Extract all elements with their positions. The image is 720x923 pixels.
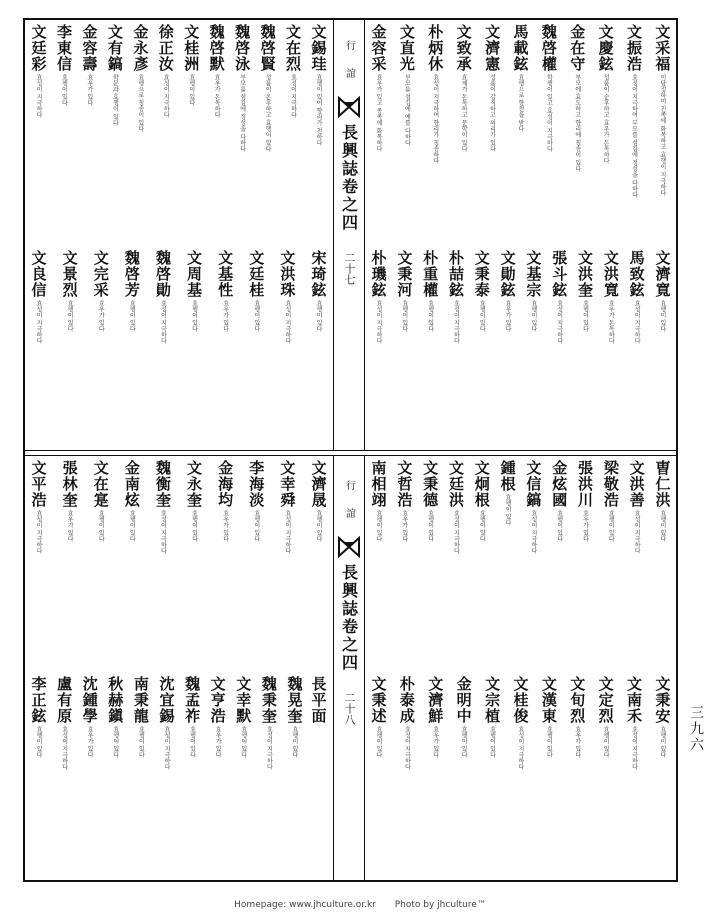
entry — [652, 250, 672, 332]
entry-text: 효우가 있다 — [221, 510, 229, 542]
entry-text: 효성이 지극하다 — [529, 510, 537, 554]
entry-name: 文秉安 — [653, 676, 672, 724]
entry-text: 효성이 지극하다 — [283, 300, 291, 344]
entry-name: 梁敬浩 — [601, 460, 620, 508]
entry-name: 魏啓默 — [207, 24, 226, 72]
entry-name: 文洪奎 — [576, 250, 594, 298]
horizontal-divider — [23, 450, 678, 451]
entry — [523, 250, 543, 332]
entry — [232, 24, 252, 152]
entry-text: 효행이 있다 — [239, 726, 247, 758]
entry-name: 文平浩 — [29, 460, 48, 508]
entry-name: 文振浩 — [625, 24, 644, 72]
entry-name: 南秉龍 — [131, 676, 150, 724]
entry — [104, 24, 124, 126]
entry-name: 文致承 — [454, 24, 473, 72]
entry-text: 효행이 있다 — [460, 726, 468, 758]
entry — [28, 676, 48, 758]
entry — [482, 676, 502, 758]
entry — [215, 250, 235, 332]
entry-name: 文永奎 — [185, 460, 204, 508]
entry-name: 文良信 — [29, 250, 48, 298]
entry-text: 효행이 있다 — [400, 300, 408, 332]
entry-text: 효행이 있다 — [504, 494, 512, 526]
entry-name: 文旬烈 — [568, 676, 587, 724]
entry-name: 金南炫 — [122, 460, 141, 508]
entry — [130, 676, 150, 758]
entry-name: 文景烈 — [60, 250, 79, 298]
entry — [595, 24, 615, 164]
entry — [184, 460, 204, 542]
entry — [575, 250, 595, 332]
entry-name: 沈鍾學 — [80, 676, 99, 724]
entry — [79, 24, 99, 106]
entry-text: 효행이 있다 — [252, 300, 260, 332]
entry-text: 효성이 지극하다 — [159, 300, 167, 344]
entry-name: 魏啓泳 — [233, 24, 252, 72]
entry — [497, 460, 517, 526]
entry — [453, 676, 473, 758]
entry — [624, 24, 644, 198]
entry-text: 효성이 지극하다 — [375, 300, 382, 344]
entry-text: 효성이 지극하여 향리가 칭송하다 — [431, 74, 439, 164]
entry — [246, 460, 266, 542]
entry — [28, 460, 48, 554]
entry-text: 효성이 지극하다 — [633, 510, 641, 554]
entry-text: 효행이 있다 — [478, 300, 486, 332]
entry-text: 부모를 섬김에 예를 다하다 — [403, 74, 411, 146]
entry — [624, 676, 644, 770]
entry — [453, 24, 473, 152]
entry — [28, 24, 48, 118]
entry-name: 文基宗 — [524, 250, 543, 298]
column-header: 行 — [343, 480, 355, 494]
entry-text: 효행이 있다 — [529, 300, 537, 332]
entry — [471, 250, 491, 332]
entry — [233, 676, 253, 758]
entry-name: 金在守 — [568, 24, 587, 72]
entry-text: 효행이 있다 — [658, 510, 666, 542]
horizontal-divider-inner — [23, 455, 678, 456]
folio-number: 二十七 — [343, 252, 356, 285]
entry — [155, 24, 175, 118]
entry — [396, 676, 416, 770]
entry-name: 鍾根 — [498, 460, 517, 492]
entry-name: 文廷彩 — [29, 24, 48, 72]
entry-text: 효우가 돈독하다 — [607, 300, 615, 344]
entries-block-bottom-left-lower — [28, 676, 304, 876]
entry — [549, 460, 569, 542]
entry-name: 文基性 — [216, 250, 235, 298]
entry-name: 文周基 — [185, 250, 204, 298]
entry-text: 효행이 있다 — [128, 300, 136, 332]
entry-name: 文哲浩 — [395, 460, 414, 508]
entry-name: 馬致鉉 — [627, 250, 646, 298]
entry-name: 曺仁洪 — [653, 460, 672, 508]
column-header: 行 — [343, 40, 355, 54]
section-heading-block — [300, 676, 328, 876]
entry — [277, 250, 297, 344]
entry-name: 金容壽 — [80, 24, 99, 72]
entry — [308, 250, 328, 332]
entry — [425, 24, 445, 164]
entry-name: 文秉述 — [369, 676, 388, 724]
entry-name: 魏秉奎 — [259, 676, 278, 724]
entry — [595, 676, 615, 758]
entry — [600, 250, 620, 344]
entry-name: 文勛鉉 — [498, 250, 517, 298]
entry-text: 효우가 있다 — [85, 74, 93, 106]
entry — [652, 460, 672, 542]
entry-text: 부모에 효도하고 향리에 칭송이 있다 — [573, 74, 581, 172]
column-header-2: 誼 — [343, 508, 355, 522]
entry-name: 文有鎬 — [105, 24, 124, 72]
entry-name: 魏晃奎 — [285, 676, 304, 724]
entry-text: 효행으로 향천을 받다 — [516, 74, 524, 132]
footer — [0, 900, 720, 910]
entry-text: 효우가 있다 — [581, 510, 589, 542]
footer-photo-credit: Photo by jhculture™ — [394, 900, 486, 910]
entry-text: 효성이 지극하다 — [162, 726, 170, 770]
entry — [121, 250, 141, 332]
entry-name: 朴喆鉉 — [446, 250, 465, 298]
entry — [152, 250, 172, 344]
entry-text: 효행이 있다 — [375, 510, 382, 542]
entry — [130, 24, 150, 132]
entry — [626, 460, 646, 554]
entry — [368, 250, 388, 344]
entry-text: 부모를 섬김에 정성을 다하다 — [238, 74, 246, 152]
entry-name: 文桂洲 — [182, 24, 201, 72]
entry-text: 효행이 있다 — [35, 726, 42, 758]
entry — [283, 24, 303, 118]
entry-text: 효우가 있다 — [66, 510, 74, 542]
entry-text: 효행이 있다 — [290, 726, 298, 758]
entry-text: 효행이 있다 — [545, 726, 553, 758]
entry — [54, 676, 74, 770]
entry — [308, 460, 328, 542]
bottom-center-rule-right — [364, 455, 365, 882]
entry-name: 文慶鉉 — [596, 24, 615, 72]
entry-text: 효우가 있다 — [504, 300, 512, 332]
entry — [368, 24, 388, 152]
entry — [445, 250, 465, 344]
volume-title: 長興誌卷之四 — [339, 564, 359, 672]
entry-text: 효행이 있다 — [426, 300, 434, 332]
entry — [420, 250, 440, 332]
entry-name: 盧有原 — [55, 676, 74, 724]
entries-block-top-right-lower — [368, 250, 672, 446]
entry — [549, 250, 569, 344]
entry-text: 효우가 있다 — [400, 510, 408, 542]
entry-name: 沈宜錫 — [157, 676, 176, 724]
entry — [510, 676, 530, 770]
entry — [79, 676, 99, 758]
entry — [246, 250, 266, 332]
entry-name: 李海淡 — [247, 460, 266, 508]
entry-name: 文漢東 — [539, 676, 558, 724]
entry-text: 효성이 지극하다 — [159, 510, 167, 554]
entry-name: 李正鉉 — [29, 676, 48, 724]
entry-name: 文在烈 — [284, 24, 303, 72]
entry-text: 효성이 지극하다 — [555, 300, 563, 344]
entry-name: 文濟晟 — [309, 460, 328, 508]
entry-text: 효행이 있다 — [188, 726, 196, 758]
entry — [258, 676, 278, 770]
entries-block-top-left-upper — [28, 24, 328, 244]
entry — [308, 24, 328, 146]
entry-name: 文采福 — [653, 24, 672, 72]
entry-name: 南相翊 — [369, 460, 388, 508]
entry-text: 효행이 있다 — [190, 300, 198, 332]
entry-name: 張斗鉉 — [550, 250, 569, 298]
entry-name: 文秉德 — [421, 460, 440, 508]
entry — [652, 676, 672, 758]
entry — [59, 250, 79, 332]
entry-text: 효성이 지극하다 — [403, 726, 411, 770]
entry-text: 효행이 있다 — [658, 300, 666, 332]
entry-name: 朴璣鉉 — [369, 250, 388, 298]
entry-text: 효우가 있다 — [86, 726, 94, 758]
entry-name: 文信鎬 — [524, 460, 543, 508]
entry — [184, 250, 204, 332]
entry-name: 文定烈 — [596, 676, 615, 724]
column-header-2: 誼 — [343, 68, 355, 82]
entry-text: 효행이 있다 — [128, 510, 136, 542]
entry-text: 성품이 순후하고 효우가 돈독하다 — [602, 74, 610, 164]
entry-text: 효행이 있다 — [555, 510, 563, 542]
entry-text: 효행이 있다 — [187, 74, 195, 106]
entry-text: 효행이 있다 — [581, 300, 589, 332]
entry — [567, 676, 587, 758]
entry-text: 효우가 있고 종족에 화목하다 — [375, 74, 382, 152]
entries-block-top-left-lower — [28, 250, 328, 446]
entry-text: 효성이 지극하다 — [35, 510, 42, 554]
entry-name: 文完采 — [91, 250, 110, 298]
entry-name: 文濟鮮 — [426, 676, 445, 724]
entry — [156, 676, 176, 770]
section-heading-label: 長平面 — [309, 676, 328, 724]
entry-name: 魏衡奎 — [153, 460, 172, 508]
entry-text: 성품이 온후하고 효행이 있다 — [264, 74, 272, 152]
entry-name: 文南禾 — [625, 676, 644, 724]
entry-text: 효행이 있다 — [488, 726, 496, 758]
entry-name: 金永彥 — [131, 24, 150, 72]
entry-name: 文幸默 — [234, 676, 253, 724]
entry-name: 朴炳休 — [426, 24, 445, 72]
entry-name: 文在寔 — [91, 460, 110, 508]
page-number: 三九六 — [688, 705, 704, 753]
entry-name: 文廷桂 — [247, 250, 266, 298]
entry-name: 文洪寬 — [601, 250, 620, 298]
entry-text: 효성이 지극하다 — [35, 74, 42, 118]
section-heading — [308, 676, 328, 724]
entry-text: 효행이 있다 — [137, 726, 145, 758]
center-column-top — [334, 40, 364, 285]
entry-text: 효성이 지극하다 — [630, 726, 638, 770]
entry-text: 효성이 지극하다 — [452, 510, 460, 554]
entry — [425, 676, 445, 758]
entry — [510, 24, 530, 132]
entry-name: 徐正汝 — [156, 24, 175, 72]
entry-text: 효행이 있다 — [97, 510, 105, 542]
entry-name: 文洪珠 — [278, 250, 297, 298]
entry-text: 효우가 있다 — [214, 726, 222, 758]
entry-text: 효성이 지극하다 — [35, 300, 42, 344]
entry — [105, 676, 125, 758]
entry — [181, 24, 201, 106]
entry — [215, 460, 235, 542]
entry — [368, 676, 388, 758]
entry-text: 성품이 강직하고 의리가 있다 — [488, 74, 496, 152]
entry — [420, 460, 440, 542]
entry-name: 文洪善 — [627, 460, 646, 508]
entry-name: 朴重權 — [421, 250, 440, 298]
entry-name: 金容采 — [369, 24, 388, 72]
entry-text: 효우가 있다 — [97, 300, 105, 332]
entry — [482, 24, 502, 152]
entry-name: 張洪川 — [576, 460, 594, 508]
entry-name: 文宗植 — [483, 676, 502, 724]
entry-name: 文幸舜 — [278, 460, 297, 508]
entry-text: 효제가 돈독하고 문학이 있다 — [460, 74, 468, 152]
entry — [567, 24, 587, 172]
entry-text: 효우가 돈독하다 — [213, 74, 221, 118]
entry — [53, 24, 73, 106]
entry-text: 효행으로 칭송이 있다 — [136, 74, 144, 132]
entry-name: 文廷洪 — [446, 460, 465, 508]
entry-name: 文秉泰 — [472, 250, 491, 298]
entries-block-bottom-right-upper — [368, 460, 672, 670]
entry — [394, 460, 414, 542]
entry — [538, 676, 558, 758]
entry-name: 文炯根 — [472, 460, 491, 508]
entry-name: 秋赫鎭 — [106, 676, 125, 724]
entry-text: 효우가 있다 — [221, 300, 229, 332]
entry-name: 魏啓芳 — [122, 250, 141, 298]
entry-text: 효행이 있다 — [190, 510, 198, 542]
entry-name: 文濟憲 — [483, 24, 502, 72]
entry-text: 효행이 있다 — [478, 510, 486, 542]
fish-tail-icon — [337, 536, 361, 558]
entry-name: 金海均 — [216, 460, 235, 508]
entry — [396, 24, 416, 146]
entry-text: 효성이 지극하여 부모를 섬김에 정성을 다하다 — [630, 74, 638, 198]
entry-name: 魏啓賢 — [258, 24, 277, 72]
entry — [277, 460, 297, 554]
entry-text: 효성이 지극하다 — [162, 74, 170, 118]
entry-text: 효성이 지극하다 — [283, 510, 291, 554]
entry — [28, 250, 48, 344]
entry-name: 文錫珪 — [309, 24, 328, 72]
folio-number: 二十八 — [343, 692, 356, 725]
top-center-rule-right — [364, 18, 365, 450]
entry-name: 李東信 — [54, 24, 73, 72]
entry — [600, 460, 620, 542]
entry-name: 張林奎 — [60, 460, 79, 508]
entry-text: 학문과 효행이 있다 — [111, 74, 119, 126]
entry-text: 효행이 있다 — [314, 300, 322, 332]
entry-text: 효행이 있다 — [658, 726, 666, 758]
entry-text: 효행이 있다 — [426, 510, 434, 542]
entry-text: 효성이 지극하다 — [516, 726, 524, 770]
entry-text: 효행이 있다 — [66, 300, 74, 332]
entry — [394, 250, 414, 332]
entry-text: 효행이 있다 — [375, 726, 382, 758]
entry — [90, 250, 110, 332]
entry — [152, 460, 172, 554]
entry — [626, 250, 646, 344]
entry-text: 이당정하여 친족에 화목하고 효행이 지극하다 — [658, 74, 666, 196]
entry-text: 효성이 지극하다 — [633, 300, 641, 344]
entry-name: 文濟寬 — [653, 250, 672, 298]
entry-name: 魏啓勛 — [153, 250, 172, 298]
entry — [257, 24, 277, 152]
entry — [445, 460, 465, 554]
entry — [497, 250, 517, 332]
entry-name: 金明中 — [454, 676, 473, 724]
entry — [206, 24, 226, 118]
footer-homepage: Homepage: www.jhculture.or.kr — [234, 900, 376, 910]
entry-text: 효행이 있다 — [607, 510, 615, 542]
entries-block-top-right-upper — [368, 24, 672, 244]
entry-name: 宋琦鉉 — [309, 250, 328, 298]
entry-name: 魏孟祚 — [183, 676, 202, 724]
entry-name: 文秉河 — [395, 250, 414, 298]
entries-block-bottom-left-upper — [28, 460, 328, 670]
entry-text: 효행이 있다 — [602, 726, 610, 758]
entry-text: 효행이 있다 — [252, 510, 260, 542]
entry-text: 효행이 있다 — [314, 510, 322, 542]
entry-name: 馬載鉉 — [511, 24, 530, 72]
volume-title: 長興誌卷之四 — [339, 124, 359, 232]
entry-name: 魏啓權 — [539, 24, 558, 72]
entry-text: 효성이 지극하다 — [452, 300, 460, 344]
entry-text: 효우가 있다 — [573, 726, 581, 758]
entry-text: 학행이 있고 효성이 지극하다 — [545, 74, 553, 152]
entry-text: 효성이 지극하다 — [60, 726, 68, 770]
entry — [90, 460, 110, 542]
entries-block-bottom-right-lower — [368, 676, 672, 876]
entry-text: 효행이 있어 향리가 천하다 — [314, 74, 322, 146]
entry — [471, 460, 491, 542]
entry — [575, 460, 595, 542]
center-column-bottom — [334, 480, 364, 725]
entry-text: 효행이 있다 — [111, 726, 119, 758]
entry-name: 文桂俊 — [511, 676, 530, 724]
entry — [207, 676, 227, 758]
entry — [182, 676, 202, 758]
entry-text: 효성이 지극하다 — [265, 726, 273, 770]
entry — [538, 24, 558, 152]
entry-text: 효성이 지극하다 — [289, 74, 297, 118]
entry — [59, 460, 79, 542]
entry-name: 文亨浩 — [208, 676, 227, 724]
entry-text: 효행이 있다 — [60, 74, 68, 106]
entry-name: 金炫國 — [550, 460, 569, 508]
entry — [121, 460, 141, 542]
fish-tail-icon — [337, 96, 361, 118]
entry-text: 효우가 있다 — [431, 726, 439, 758]
entry — [368, 460, 388, 542]
entry — [523, 460, 543, 554]
entry-name: 朴泰成 — [397, 676, 416, 724]
entry — [652, 24, 672, 196]
entry-name: 文直光 — [397, 24, 416, 72]
